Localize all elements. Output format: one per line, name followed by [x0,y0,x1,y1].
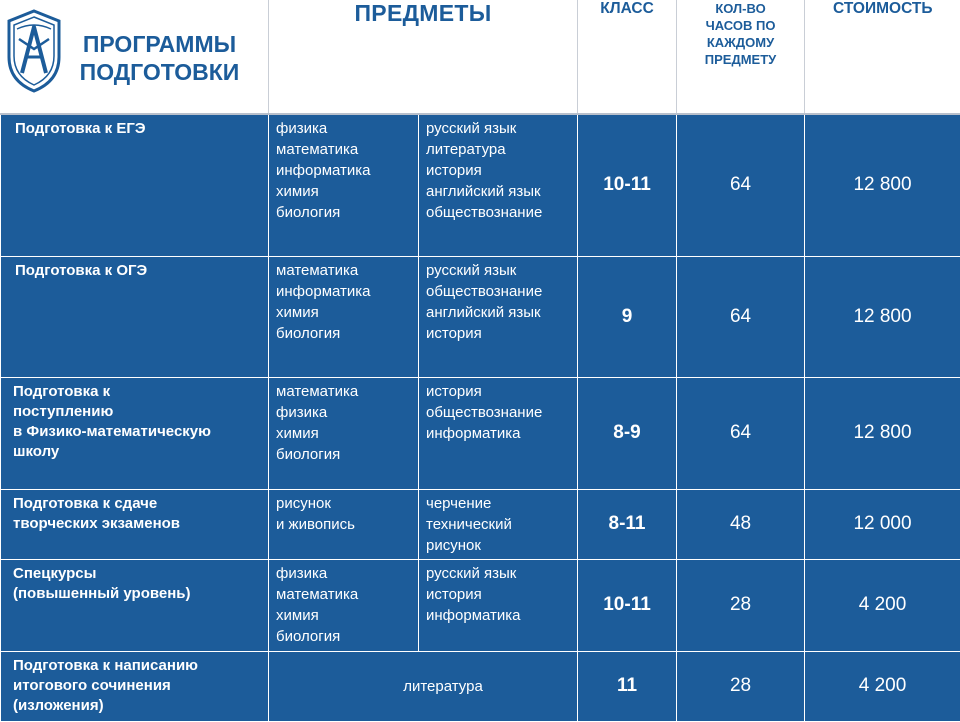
subjects-group-b-line: обществознание [426,281,577,302]
subjects-group-a [269,489,419,559]
header-grade: КЛАСС [578,0,677,114]
subjects-group-b-line: русский язык [426,118,577,139]
subjects-group-a [269,256,419,377]
program-name-line: поступлению [13,402,264,422]
cost-cell: 12 800 [805,377,960,489]
subjects-group-b-line: обществознание [426,402,577,423]
cost-cell: 12 000 [805,489,960,559]
subjects-group-b [419,559,578,651]
subjects-group-a-line: информатика [276,160,418,181]
subjects-group-a-line: физика [276,118,418,139]
grade-cell: 8-11 [578,489,677,559]
program-name [1,114,269,256]
subjects-group-b [419,114,578,256]
cost-cell: 4 200 [805,651,960,721]
subjects-group-b-line: русский язык [426,563,577,584]
program-name-line: Спецкурсы [13,564,264,584]
subjects-group-a-line: биология [276,626,418,647]
hours-cell: 64 [677,377,805,489]
subjects-group-b-line: история [426,323,577,344]
subjects-group-b-line: черчение [426,493,577,514]
subjects-group-a [269,559,419,651]
subjects-group-a-line: математика [276,381,418,402]
program-name-line: Подготовка к ОГЭ [15,261,264,281]
subjects-group-a-line: физика [276,402,418,423]
subjects-group-b-line: информатика [426,605,577,626]
table-row [1,559,960,651]
cost-cell: 12 800 [805,256,960,377]
subjects-group-a-line: информатика [276,281,418,302]
subjects-group-a-line: физика [276,563,418,584]
programs-title: ПРОГРАММЫ ПОДГОТОВКИ [65,30,255,86]
table-body [1,114,960,721]
program-name-line: в Физико-математическую [13,422,264,442]
subjects-group-a-line: биология [276,323,418,344]
cost-cell: 4 200 [805,559,960,651]
subjects-group-b-line: рисунок [426,535,577,556]
grade-cell: 8-9 [578,377,677,489]
hours-cell: 28 [677,651,805,721]
subjects-group-b-line: история [426,381,577,402]
subjects-group-a-line: химия [276,605,418,626]
subjects-group-a-line: математика [276,584,418,605]
subjects-group-b-line: история [426,160,577,181]
program-name-line: (изложения) [13,696,264,716]
subjects-group-b [419,489,578,559]
table-row [1,651,960,721]
subjects-group-b-line: английский язык [426,181,577,202]
subjects-group-b-line: английский язык [426,302,577,323]
subjects-group-a-line: математика [276,139,418,160]
subjects-group-a-line: и живопись [276,514,418,535]
subjects-group-a-line: математика [276,260,418,281]
hours-cell: 28 [677,559,805,651]
hours-cell: 48 [677,489,805,559]
subjects-group-b [419,377,578,489]
header-subjects: ПРЕДМЕТЫ [269,0,578,114]
program-name [1,559,269,651]
cost-cell: 12 800 [805,114,960,256]
program-name-line: Подготовка к ЕГЭ [15,119,264,139]
table-row [1,377,960,489]
subjects-group-b-line: технический [426,514,577,535]
hours-cell: 64 [677,256,805,377]
program-name-line: творческих экзаменов [13,514,264,534]
subjects-group-b-line: история [426,584,577,605]
subjects-group-a [269,114,419,256]
program-name-line: школу [13,442,264,462]
program-name-line: Подготовка к сдаче [13,494,264,514]
grade-cell: 10-11 [578,114,677,256]
program-name-line: (повышенный уровень) [13,584,264,604]
header-row [1,0,960,114]
subjects-group-a-line: рисунок [276,493,418,514]
grade-cell: 10-11 [578,559,677,651]
table-row [1,114,960,256]
subjects-group-b [419,256,578,377]
subjects-group-a-line: химия [276,302,418,323]
header-hours: КОЛ-ВО ЧАСОВ ПО КАЖДОМУ ПРЕДМЕТУ [677,0,805,114]
subjects-group-a-line: химия [276,181,418,202]
subjects-group-b-line: обществознание [426,202,577,223]
program-name [1,256,269,377]
grade-cell: 11 [578,651,677,721]
program-name-line: Подготовка к [13,382,264,402]
subjects-group-a-line: химия [276,423,418,444]
header-cost: СТОИМОСТЬ [805,0,960,114]
subjects-merged: литература [269,651,578,721]
grade-cell: 9 [578,256,677,377]
program-name [1,651,269,721]
subjects-group-a-line: биология [276,444,418,465]
subjects-group-a-line: биология [276,202,418,223]
subjects-group-a [269,377,419,489]
header-programs [1,0,269,114]
table-row [1,256,960,377]
program-name-line: итогового сочинения [13,676,264,696]
program-name [1,377,269,489]
school-logo-icon [7,9,61,93]
program-name [1,489,269,559]
hours-cell: 64 [677,114,805,256]
table-row [1,489,960,559]
program-name-line: Подготовка к написанию [13,656,264,676]
subjects-group-b-line: литература [426,139,577,160]
subjects-group-b-line: информатика [426,423,577,444]
subjects-group-b-line: русский язык [426,260,577,281]
